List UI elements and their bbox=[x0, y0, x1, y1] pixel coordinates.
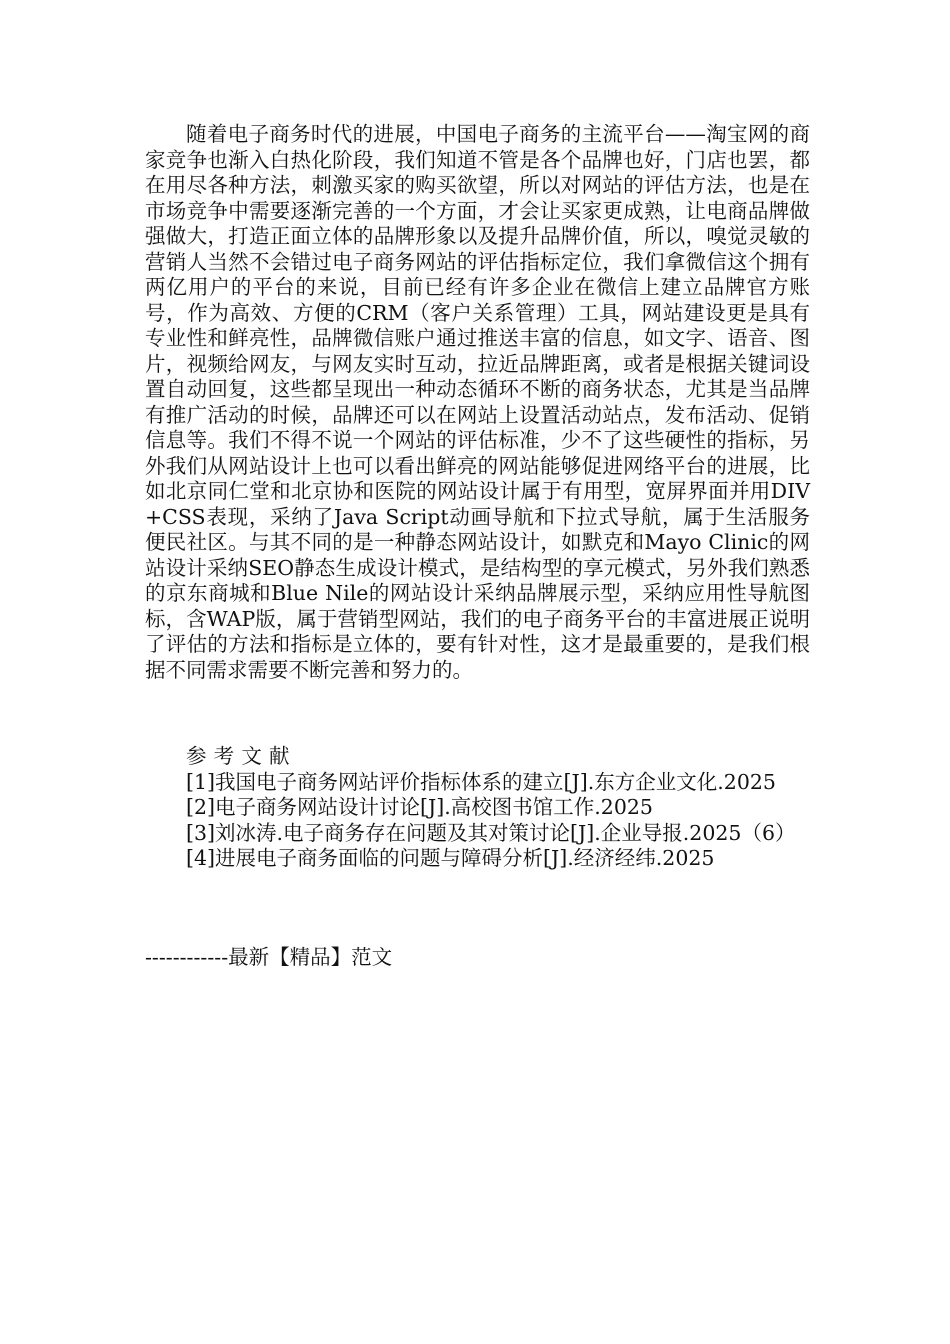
footer-tagline: ------------最新【精品】范文 bbox=[145, 945, 393, 969]
reference-item-1: [1]我国电子商务网站评价指标体系的建立[J].东方企业文化.2025 bbox=[186, 769, 776, 794]
reference-item-3: [3]刘冰涛.电子商务存在问题及其对策讨论[J].企业导报.2025（6） bbox=[186, 820, 796, 845]
reference-item-4: [4]进展电子商务面临的问题与障碍分析[J].经济经纬.2025 bbox=[186, 846, 715, 870]
references-section bbox=[145, 744, 810, 872]
body-paragraph: 随着电子商务时代的进展，中国电子商务的主流平台——淘宝网的商家竞争也渐入白热化阶段，我们知道不管是各个品牌也好，门店也罢，都在用尽各种方法，刺激买家的购买欲望，所以对网站的评估方法，也是在市场竞争中需要逐渐完善的一个方面，才会让买家更成熟，让电商品牌做强做大，打造正面立体的品牌形象以及提升品牌价值，所以，嗅觉灵敏的营销人当然不会错过电子商务网站的评估指标定位，我们拿微信这个拥有两亿用户的平台的来说，目前已经有许多企业在微信上建立品牌官方账号，作为高效、方便的CRM（客户关系管理）工具，网站建设更是具有专业性和鲜亮性，品牌微信账户通过推送丰富的信息，如文字、语音、图片，视频给网友，与网友实时互动，拉近品牌距离，或者是根据关键词设置自动回复，这些都呈现出一种动态循环不断的商务状态，尤其是当品牌有推广活动的时候，品牌还可以在网站上设置活动站点，发布活动、促销信息等。我们不得不说一个网站的评估标准，少不了这些硬性的指标，另外我们从网站设计上也可以看出鲜亮的网站能够促进网络平台的进展，比如北京同仁堂和北京协和医院的网站设计属于有用型，宽屏界面并用DIV+CSS表现，采纳了Java Script动画导航和下拉式导航，属于生活服务便民社区。与其不同的是一种静态网站设计，如默克和Mayo Clinic的网站设计采纳SEO静态生成设计模式，是结构型的享元模式，另外我们熟悉的京东商城和Blue Nile的网站设计采纳品牌展示型，采纳应用性导航图标，含WAP版，属于营销型网站，我们的电子商务平台的丰富进展正说明了评估的方法和指标是立体的，要有针对性，这才是最重要的，是我们根据不同需求需要不断完善和努力的。 bbox=[145, 122, 810, 682]
references-heading: 参考文献 bbox=[186, 744, 297, 768]
reference-item-2: [2]电子商务网站设计讨论[J].高校图书馆工作.2025 bbox=[186, 795, 653, 819]
